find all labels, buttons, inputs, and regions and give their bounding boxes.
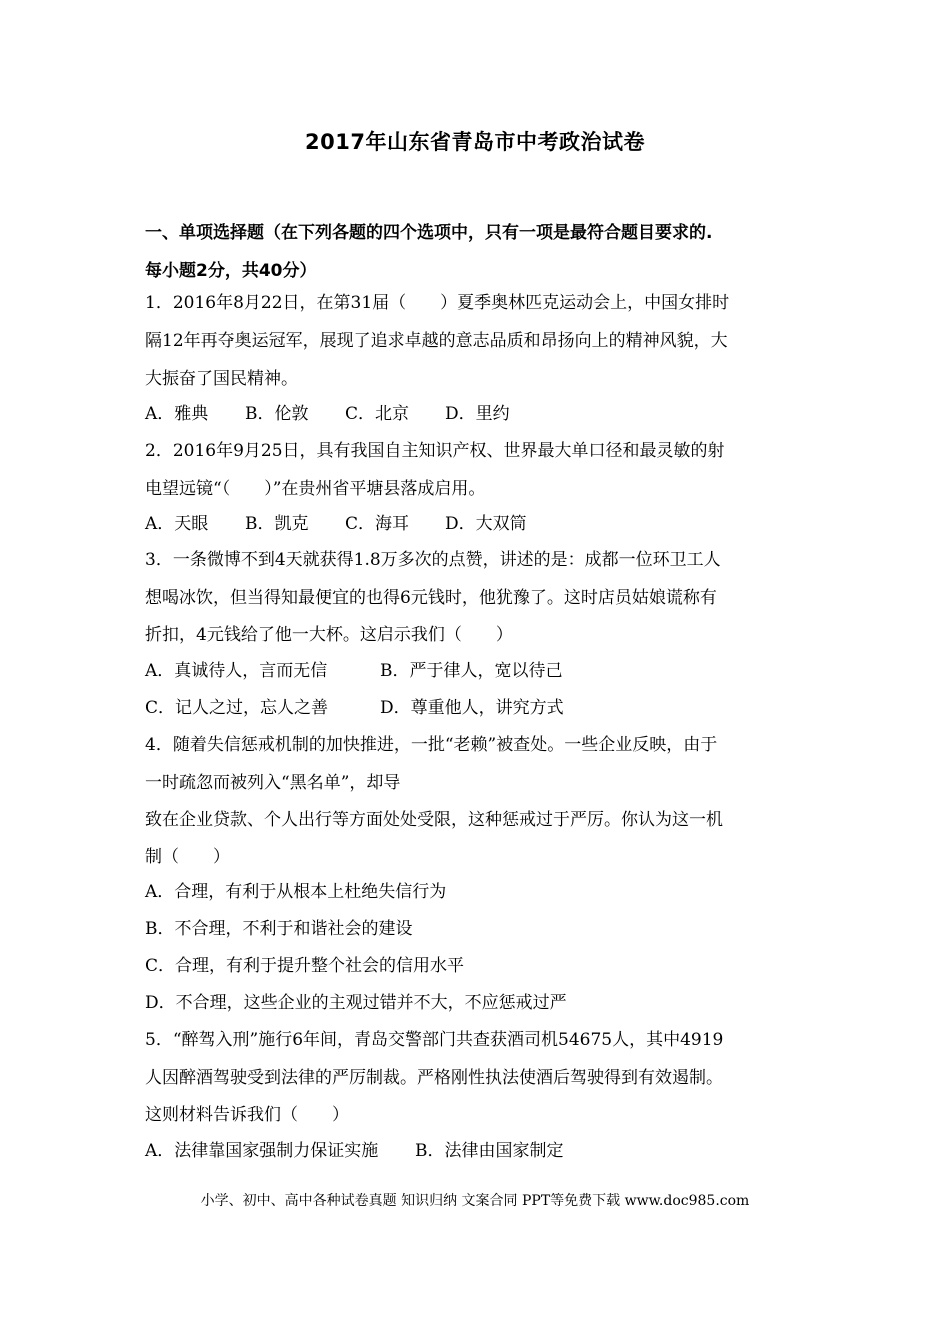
page-title: 2017年山东省青岛市中考政治试卷 xyxy=(305,130,645,154)
question-3-options-row-1 xyxy=(145,660,563,682)
question-3-line-3: 折扣，4元钱给了他一大杯。这启示我们（ ） xyxy=(145,625,513,645)
question-5-line-1: 5．“醉驾入刑”施行6年间，青岛交警部门共查获酒司机54675人，其中4919 xyxy=(145,1030,724,1050)
question-3-option-c: C．记人之过，忘人之善 xyxy=(145,698,329,718)
question-1-line-1: 1．2016年8月22日，在第31届（ ）夏季奥林匹克运动会上，中国女排时 xyxy=(145,293,730,313)
question-4-option-a: A．合理，有利于从根本上杜绝失信行为 xyxy=(145,882,447,902)
question-3-option-d: D．尊重他人，讲究方式 xyxy=(380,698,564,718)
question-4-option-b: B．不合理，不利于和谐社会的建设 xyxy=(145,919,413,939)
question-1-line-3: 大振奋了国民精神。 xyxy=(145,369,298,389)
section-heading-line-1: 一、单项选择题（在下列各题的四个选项中，只有一项是最符合题目要求的. xyxy=(145,223,713,243)
section-heading-line-2: 每小题2分，共40分） xyxy=(145,261,317,281)
question-4-line-2: 一时疏忽而被列入“黑名单”，却导 xyxy=(145,773,401,793)
question-3-option-a: A．真诚待人，言而无信 xyxy=(145,661,328,681)
question-1-option-a: A．雅典 xyxy=(145,404,209,424)
question-3-options-row-2 xyxy=(145,697,564,719)
question-4-line-4: 制（ ） xyxy=(145,847,230,867)
question-5-line-3: 这则材料告诉我们（ ） xyxy=(145,1105,349,1125)
question-1-line-2: 隔12年再夺奥运冠军，展现了追求卓越的意志品质和昂扬向上的精神风貌，大 xyxy=(145,331,728,351)
question-2-option-c: C．海耳 xyxy=(345,514,410,534)
question-3-option-b: B．严于律人，宽以待己 xyxy=(380,661,563,681)
question-3-line-2: 想喝冰饮，但当得知最便宜的也得6元钱时，他犹豫了。这时店员姑娘谎称有 xyxy=(145,588,717,608)
question-4-option-c: C．合理，有利于提升整个社会的信用水平 xyxy=(145,956,465,976)
page-footer: 小学、初中、高中各种试卷真题 知识归纳 文案合同 PPT等免费下载 www.doc985.com xyxy=(200,1193,750,1209)
question-2-options xyxy=(145,513,527,535)
question-2-option-b: B．凯克 xyxy=(245,514,309,534)
question-2-option-d: D．大双筒 xyxy=(445,514,527,534)
question-2-line-2: 电望远镜“（ ）”在贵州省平塘县落成启用。 xyxy=(145,479,486,499)
question-1-option-b: B．伦敦 xyxy=(245,404,309,424)
question-5-option-a: A．法律靠国家强制力保证实施 xyxy=(145,1141,379,1161)
question-4-option-d: D．不合理，这些企业的主观过错并不大，不应惩戒过严 xyxy=(145,993,567,1013)
question-5-line-2: 人因醉酒驾驶受到法律的严厉制裁。严格刚性执法使酒后驾驶得到有效遏制。 xyxy=(145,1068,723,1088)
question-2-option-a: A．天眼 xyxy=(145,514,209,534)
question-1-option-d: D．里约 xyxy=(445,404,510,424)
question-1-options xyxy=(145,403,510,425)
question-3-line-1: 3．一条微博不到4天就获得1.8万多次的点赞，讲述的是：成都一位环卫工人 xyxy=(145,550,721,570)
question-5-options xyxy=(145,1140,564,1162)
question-2-line-1: 2．2016年9月25日，具有我国自主知识产权、世界最大单口径和最灵敏的射 xyxy=(145,441,725,461)
question-1-option-c: C．北京 xyxy=(345,404,410,424)
question-4-line-1: 4．随着失信惩戒机制的加快推进，一批“老赖”被查处。一些企业反映，由于 xyxy=(145,735,718,755)
question-4-line-3: 致在企业贷款、个人出行等方面处处受限，这种惩戒过于严厉。你认为这一机 xyxy=(145,810,723,830)
question-5-option-b: B．法律由国家制定 xyxy=(415,1141,564,1161)
